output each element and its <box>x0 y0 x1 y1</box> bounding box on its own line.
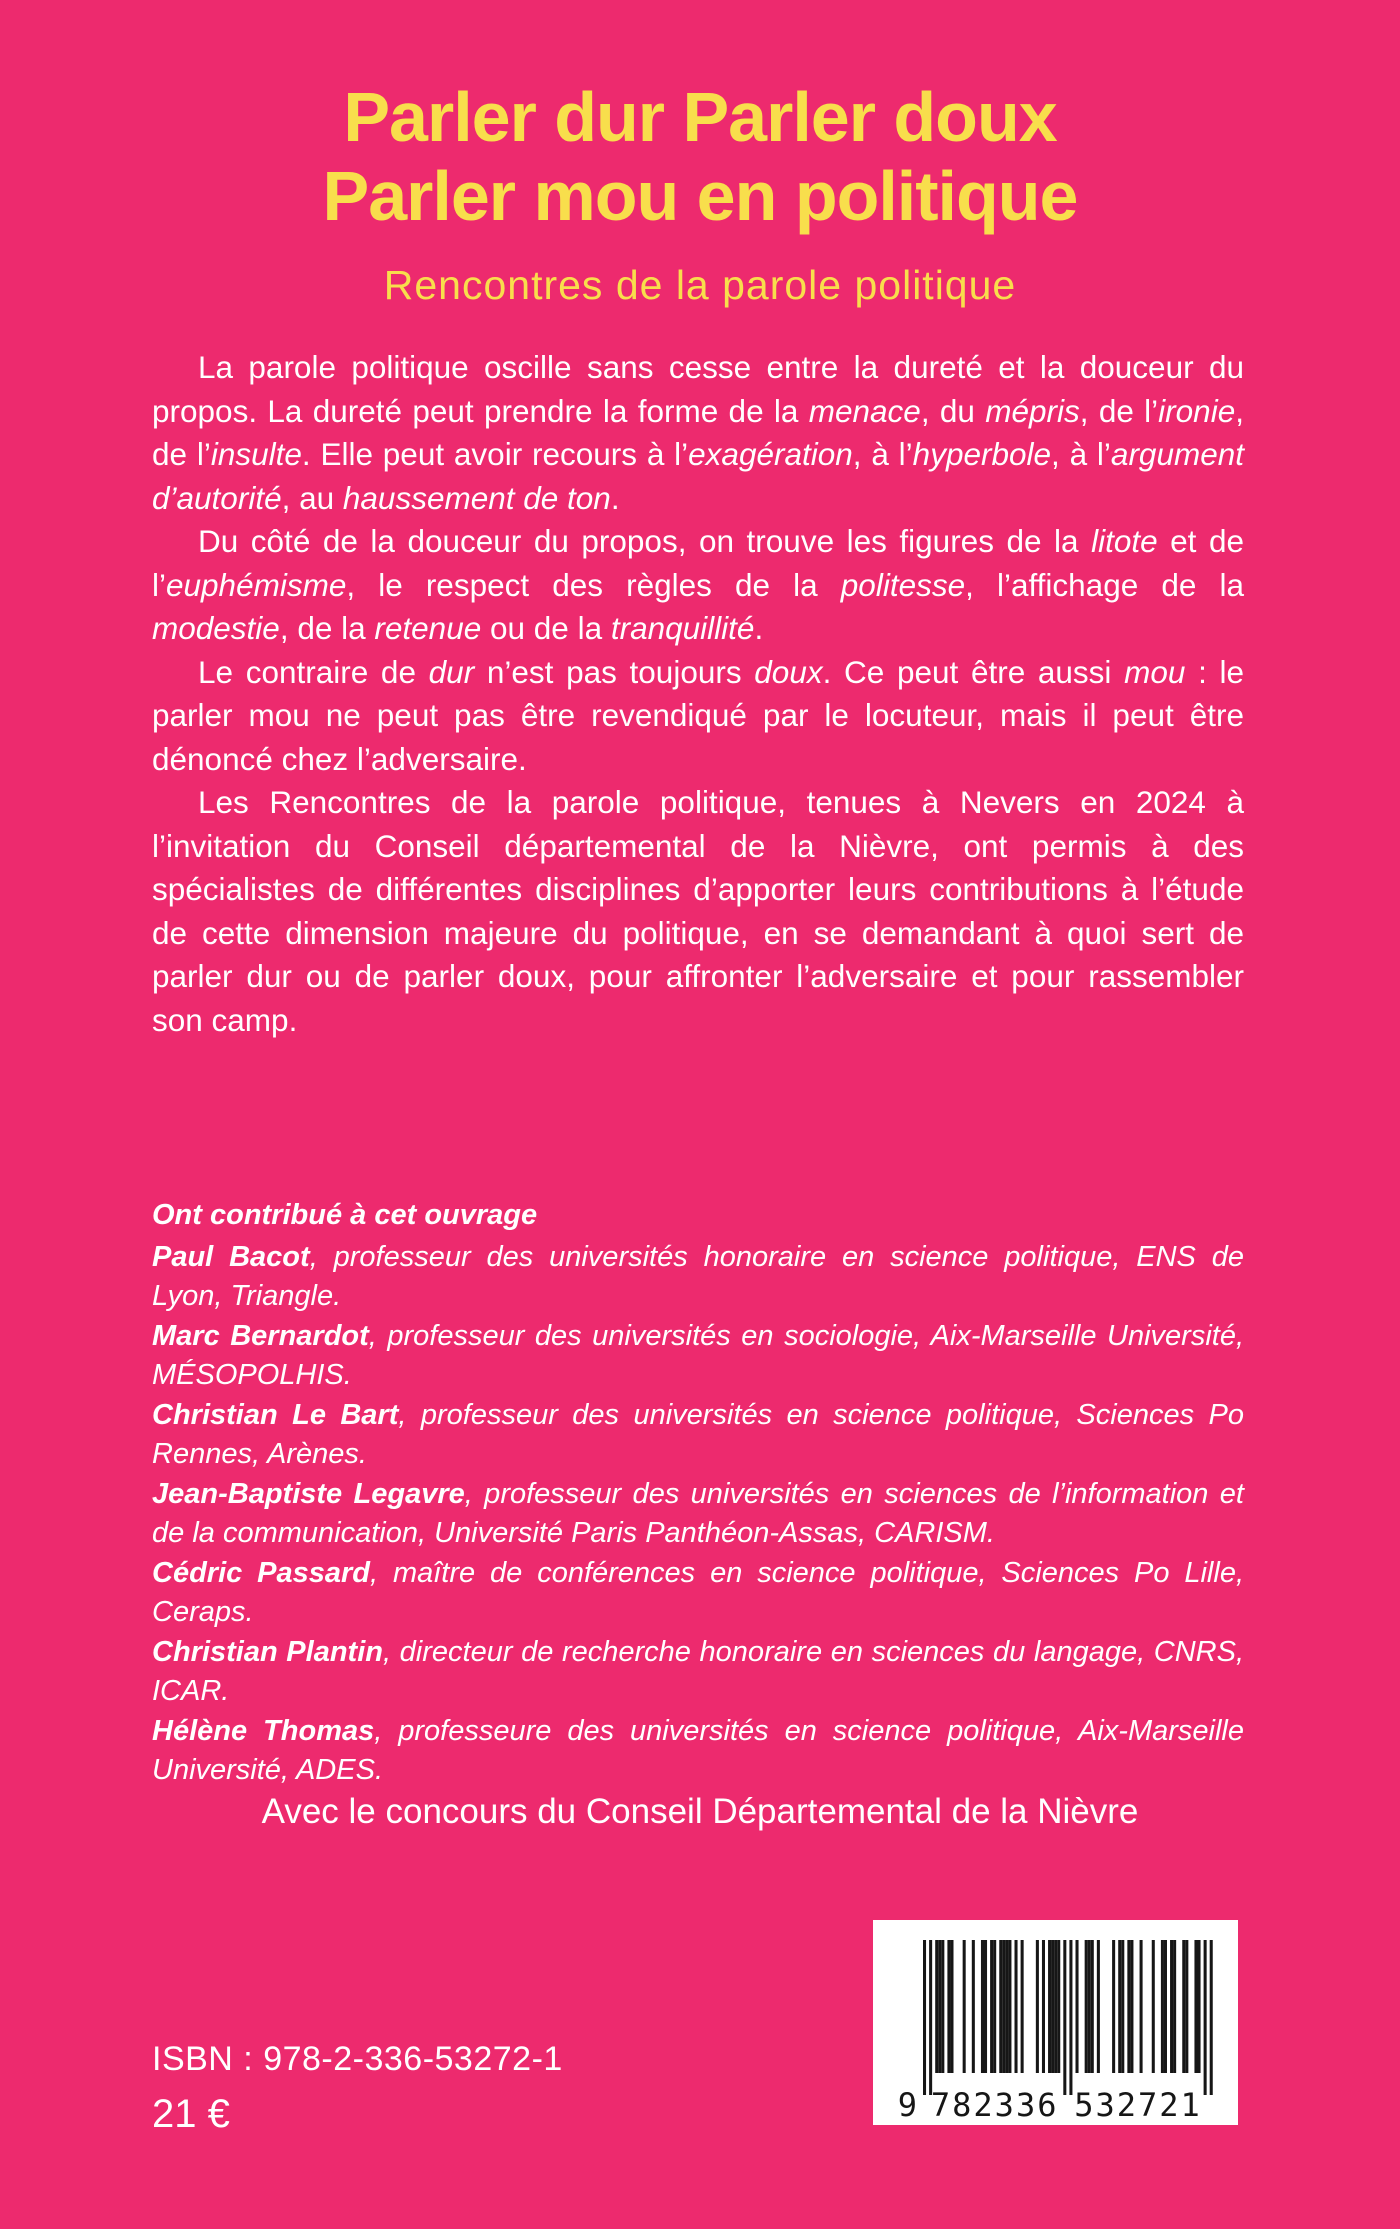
contributors-heading: Ont contribué à cet ouvrage <box>152 1199 538 1231</box>
book-title-line-2: Parler mou en politique <box>322 157 1078 235</box>
barcode-digit-left-group: 782336 <box>930 2086 1059 2120</box>
contributor-entry: Jean-Baptiste Legavre, professeur des universités en sciences de l’information et de la communication, Université Paris Panthéon-Assas, CARISM. <box>152 1477 1244 1549</box>
contributor-entry: Hélène Thomas, professeure des universités en science politique, Aix-Marseille Université, ADES. <box>152 1714 1244 1786</box>
isbn-label: ISBN : 978-2-336-53272-1 <box>152 2040 563 2078</box>
price-label: 21 € <box>152 2092 230 2136</box>
contributor-entry: Christian Le Bart, professeur des universités en science politique, Sciences Po Rennes, Arènes. <box>152 1398 1244 1470</box>
book-subtitle: Rencontres de la parole politique <box>383 262 1017 308</box>
synopsis-paragraph: Le contraire de dur n’est pas toujours doux. Ce peut être aussi mou : le parler mou ne peut pas être revendiqué par le locuteur, mais il peut être dénoncé chez l’adversaire. <box>152 653 1245 777</box>
barcode <box>873 1920 1238 2125</box>
contributors-section <box>152 1196 1244 1791</box>
book-title-line-1: Parler dur Parler doux <box>343 78 1057 156</box>
barcode-bars <box>895 1940 1217 2120</box>
synopsis-paragraph: Du côté de la douceur du propos, on trouve les figures de la litote et de l’euphémisme, le respect des règles de la politesse, l’affichage de la modestie, de la retenue ou de la tranquillité. <box>152 523 1245 646</box>
synopsis <box>152 346 1244 1042</box>
contributor-entry: Paul Bacot, professeur des universités honoraire en science politique, ENS de Lyon, Triangle. <box>152 1240 1244 1312</box>
acknowledgment-line: Avec le concours du Conseil Départemental de la Nièvre <box>261 1792 1139 1831</box>
synopsis-paragraph: Les Rencontres de la parole politique, tenues à Nevers en 2024 à l’invitation du Conseil départemental de la Nièvre, ont permis à des spécialistes de différentes disciplines d’apporter leurs contributions à l’étude de cette dimension majeure du politique, en se demandant à quoi sert de parler dur ou de parler doux, pour affronter l’adversaire et pour rassembler son camp. <box>152 784 1244 1038</box>
contributor-entry: Marc Bernardot, professeur des universités en sociologie, Aix-Marseille Université, MÉSOPOLHIS. <box>152 1319 1245 1391</box>
contributors-list <box>152 1238 1244 1791</box>
contributor-entry: Christian Plantin, directeur de recherche honoraire en sciences du langage, CNRS, ICAR. <box>152 1635 1245 1707</box>
header <box>0 78 1400 309</box>
barcode-digit-right-group: 532721 <box>1074 2086 1202 2120</box>
contributor-entry: Cédric Passard, maître de conférences en science politique, Sciences Po Lille, Ceraps. <box>152 1556 1245 1628</box>
synopsis-paragraph: La parole politique oscille sans cesse entre la dureté et la douceur du propos. La dureté peut prendre la forme de la menace, du mépris, de l’ironie, de l’insulte. Elle peut avoir recours à l’exagération, à l’hyperbole, à l’argument d’autorité, au haussement de ton. <box>152 349 1244 516</box>
barcode-digit-first: 9 <box>897 2086 919 2120</box>
